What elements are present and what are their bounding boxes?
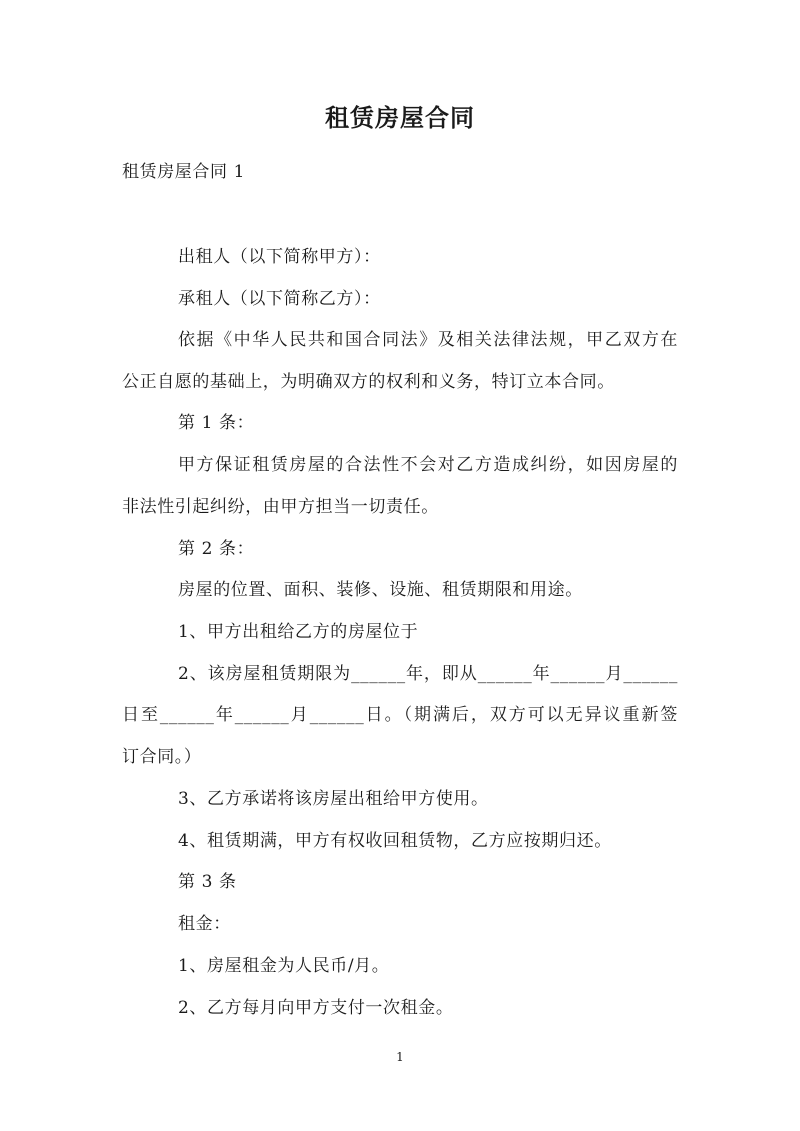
page-number: 1: [396, 1050, 404, 1064]
preamble-line-1: 依据《中华人民共和国合同法》及相关法律法规，甲乙双方在: [178, 330, 678, 350]
article-1-text-line-2: 非法性引起纠纷，由甲方担当一切责任。: [122, 497, 439, 517]
article-2-item-1: 1、甲方出租给乙方的房屋位于: [178, 622, 419, 642]
rent-item-2: 2、乙方每月向甲方支付一次租金。: [178, 998, 454, 1018]
rent-item-1: 1、房屋租金为人民币/月。: [178, 956, 390, 976]
rent-heading: 租金：: [178, 914, 231, 934]
article-3-heading: 第 3 条: [178, 872, 237, 892]
lessee-line: 承租人（以下简称乙方）：: [178, 289, 381, 309]
document-title: 租赁房屋合同: [325, 103, 475, 132]
article-2-intro: 房屋的位置、面积、装修、设施、租赁期限和用途。: [178, 580, 583, 600]
article-1-text-line-1: 甲方保证租赁房屋的合法性不会对乙方造成纠纷，如因房屋的: [178, 455, 678, 475]
article-1-heading: 第 1 条：: [178, 413, 255, 433]
document-subtitle: 租赁房屋合同 1: [122, 162, 246, 182]
article-2-item-2-line-1: 2、该房屋租赁期限为______年，即从______年______月______: [178, 664, 678, 684]
lessor-line: 出租人（以下简称甲方）：: [178, 247, 381, 267]
article-2-item-4: 4、租赁期满，甲方有权收回租赁物，乙方应按期归还。: [178, 831, 612, 851]
article-2-item-3: 3、乙方承诺将该房屋出租给甲方使用。: [178, 789, 489, 809]
article-2-item-2-line-2: 日至______年______月______日。（期满后，双方可以无异议重新签: [122, 705, 678, 725]
article-2-heading: 第 2 条：: [178, 539, 255, 559]
article-2-item-2-line-3: 订合同。）: [122, 747, 202, 767]
preamble-line-2: 公正自愿的基础上，为明确双方的权利和义务，特订立本合同。: [122, 372, 615, 392]
